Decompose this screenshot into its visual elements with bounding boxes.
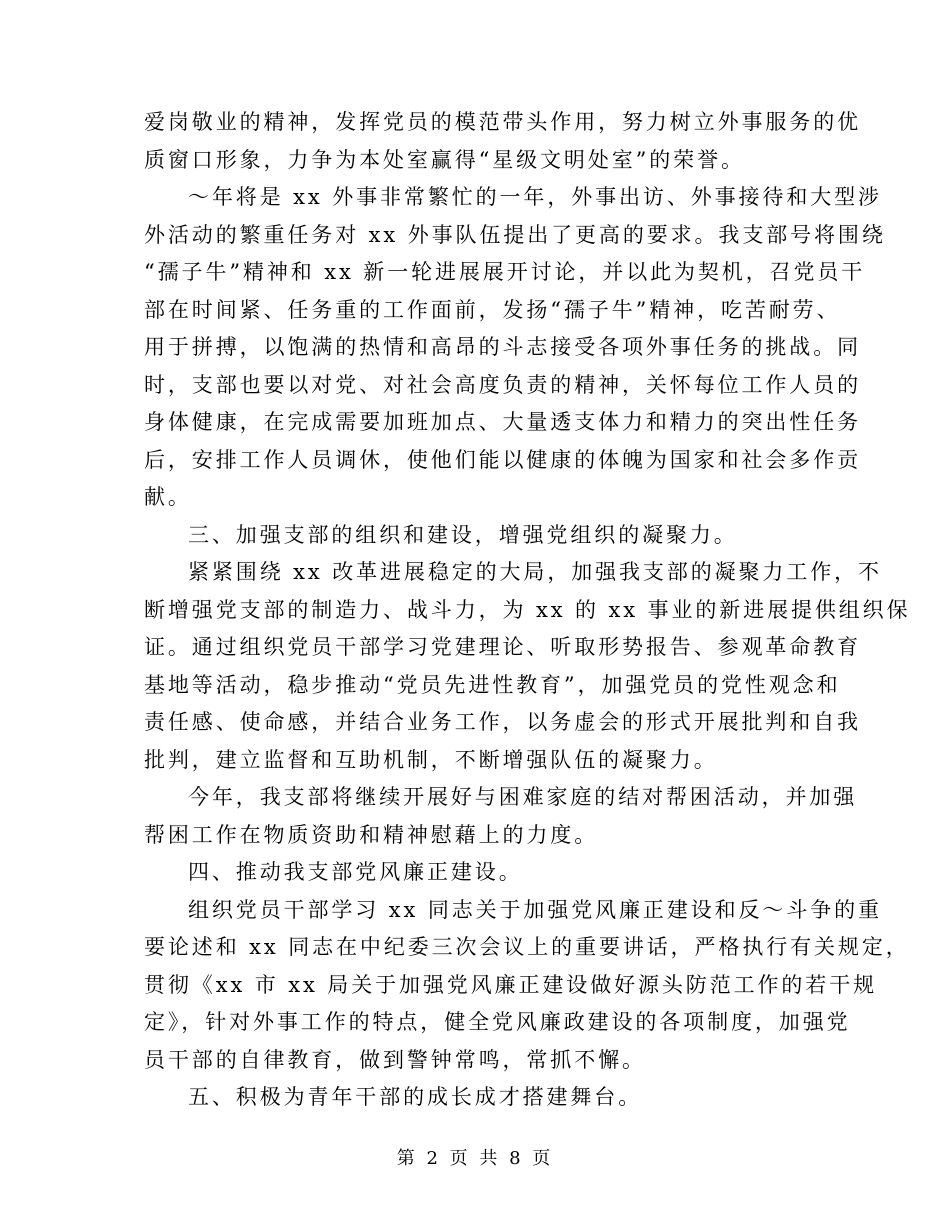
text-line: 帮困工作在物质资助和精神慰藉上的力度。 xyxy=(144,822,599,847)
text-line: 爱岗敬业的精神，发挥党员的模范带头作用，努力树立外事服务的优 xyxy=(144,110,861,134)
page-number-footer: 第 2 页 共 8 页 xyxy=(396,1148,554,1169)
paragraph-start-line: 紧紧围绕 xx 改革进展稳定的大局，加强我支部的凝聚力工作，不 xyxy=(188,560,882,584)
section-heading: 五、积极为青年干部的成长成才搭建舞台。 xyxy=(188,1085,643,1109)
text-line: 身体健康，在完成需要加班加点、大量透支体力和精力的突出性任务 xyxy=(144,410,861,434)
text-line: 证。通过组织党员干部学习党建理论、听取形势报告、参观革命教育 xyxy=(144,635,861,659)
text-line: 责任感、使命感，并结合业务工作，以务虚会的形式开展批判和自我 xyxy=(144,710,861,734)
text-line: 后，安排工作人员调休，使他们能以健康的体魄为国家和社会多作贡 xyxy=(144,447,861,472)
paragraph-start-line: 今年，我支部将继续开展好与困难家庭的结对帮困活动，并加强 xyxy=(188,785,858,809)
text-line: 定》，针对外事工作的特点，健全党风廉政建设的各项制度，加强党 xyxy=(144,1010,851,1034)
text-line: 质窗口形象，力争为本处室赢得“星级文明处室”的荣誉。 xyxy=(144,147,745,172)
text-line: 要论述和 xx 同志在中纪委三次会议上的重要讲话，严格执行有关规定， xyxy=(144,935,910,959)
paragraph-start-line: ～年将是 xx 外事非常繁忙的一年，外事出访、外事接待和大型涉 xyxy=(188,185,882,209)
text-line: 用于拼搏，以饱满的热情和高昂的斗志接受各项外事任务的挑战。同 xyxy=(144,335,861,359)
section-heading: 三、加强支部的组织和建设，增强党组织的凝聚力。 xyxy=(188,522,738,547)
text-line: “孺子牛”精神和 xx 新一轮进展展开讨论，并以此为契机，召党员干 xyxy=(144,260,866,284)
text-line: 部在时间紧、任务重的工作面前，发扬“孺子牛”精神，吃苦耐劳、 xyxy=(144,297,841,322)
text-line: 员干部的自律教育，做到警钟常鸣，常抓不懈。 xyxy=(144,1047,646,1072)
text-line: 外活动的繁重任务对 xx 外事队伍提出了更高的要求。我支部号将围绕 xyxy=(144,222,886,247)
paragraph-start-line: 组织党员干部学习 xx 同志关于加强党风廉正建设和反～斗争的重 xyxy=(188,897,882,922)
text-line: 贯彻《xx 市 xx 局关于加强党风廉正建设做好源头防范工作的若干规 xyxy=(144,972,877,997)
text-line: 断增强党支部的制造力、战斗力，为 xx 的 xx 事业的新进展提供组织保 xyxy=(144,597,911,622)
section-heading: 四、推动我支部党风廉正建设。 xyxy=(188,860,523,884)
text-line: 时，支部也要以对党、对社会高度负责的精神，关怀每位工作人员的 xyxy=(144,372,861,397)
text-line: 基地等活动，稳步推动“党员先进性教育”，加强党员的党性观念和 xyxy=(144,672,841,697)
document-body xyxy=(144,104,911,1117)
text-line: 献。 xyxy=(144,485,192,509)
text-line: 批判，建立监督和互助机制，不断增强队伍的凝聚力。 xyxy=(144,747,718,772)
